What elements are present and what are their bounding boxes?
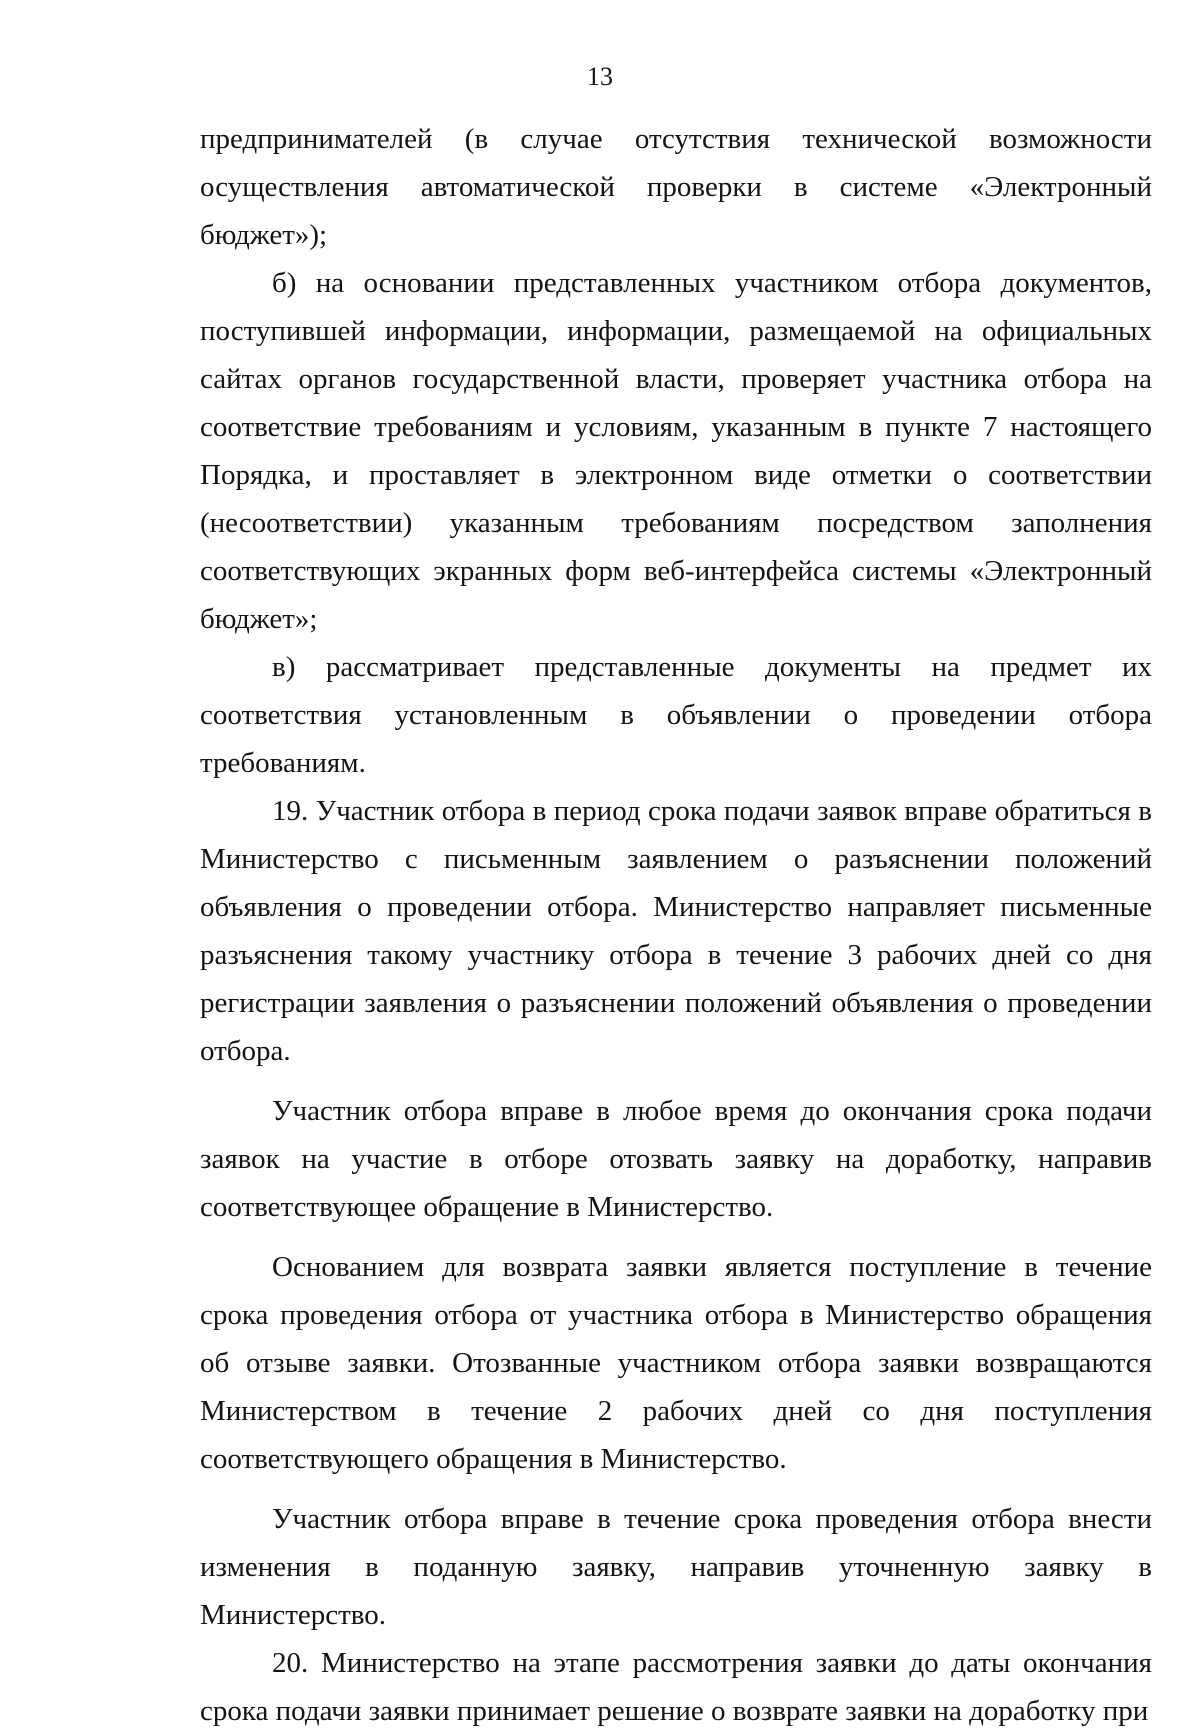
paragraph-amend-application: Участник отбора вправе в течение срока проведения отбора внести изменения в поданную заявку, направив уточненную заявку в Министерство.	[200, 1503, 1152, 1631]
paragraph-item-b: б) на основании представленных участником отбора документов, поступившей информации, информации, размещаемой на официальных сайтах органов государственной власти, проверяет участника отбора на соответствие требованиям и условиям, указанным в пункте 7 настоящего Порядка, и проставляет в электронном виде отметки о соответствии (несоответствии) указанным требованиям посредством заполнения соответствующих экранных форм веб-интерфейса системы «Электронный бюджет»;	[200, 267, 1152, 635]
document-body	[200, 115, 1152, 1735]
paragraph-return-grounds: Основанием для возврата заявки является поступление в течение срока проведения отбора от участника отбора в Министерство обращения об отзыве заявки. Отозванные участником отбора заявки возвращаются Министерством в течение 2 рабочих дней со дня поступления соответствующего обращения в Министерство.	[200, 1251, 1152, 1475]
paragraph-withdraw-application: Участник отбора вправе в любое время до окончания срока подачи заявок на участие в отборе отозвать заявку на доработку, направив соответствующее обращение в Министерство.	[200, 1095, 1152, 1223]
paragraph-19: 19. Участник отбора в период срока подачи заявок вправе обратиться в Министерство с письменным заявлением о разъяснении положений объявления о проведении отбора. Министерство направляет письменные разъяснения такому участнику отбора в течение 3 рабочих дней со дня регистрации заявления о разъяснении положений объявления о проведении отбора.	[200, 795, 1152, 1067]
paragraph-item-v: в) рассматривает представленные документы на предмет их соответствия установленным в объявлении о проведении отбора требованиям.	[200, 651, 1152, 779]
paragraph-20: 20. Министерство на этапе рассмотрения заявки до даты окончания срока подачи заявки принимает решение о возврате заявки на доработку при	[200, 1647, 1152, 1727]
page-number: 13	[587, 62, 613, 91]
paragraph-continuation: предпринимателей (в случае отсутствия технической возможности осуществления автоматической проверки в системе «Электронный бюджет»);	[200, 123, 1152, 251]
